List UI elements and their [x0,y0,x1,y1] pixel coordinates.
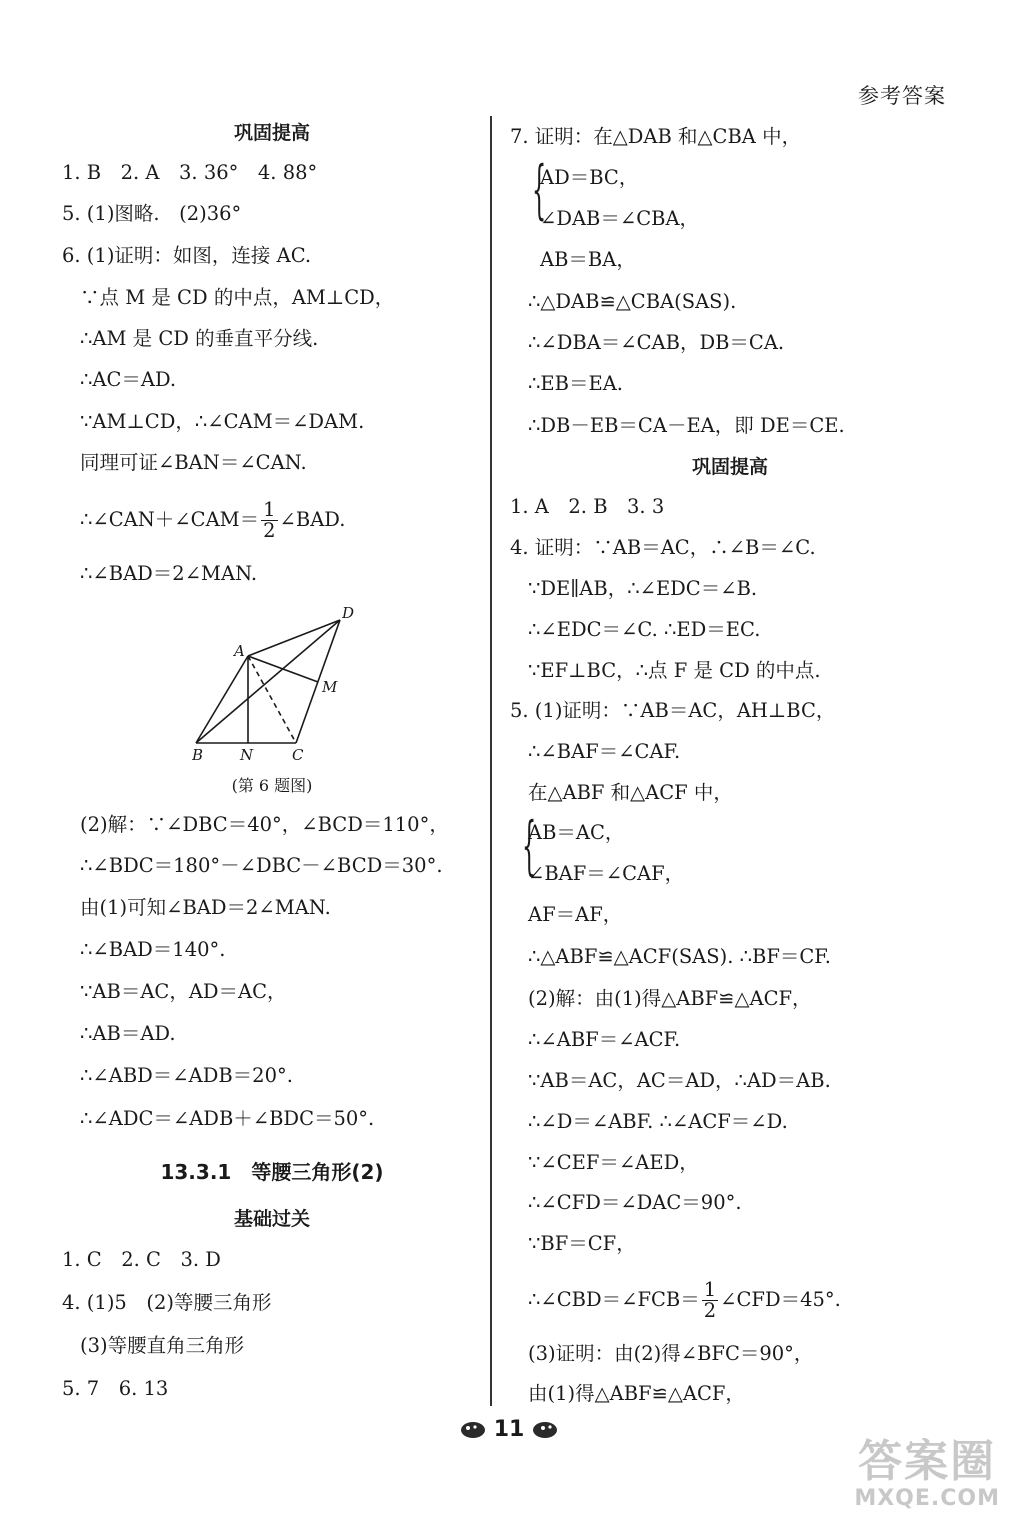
column-divider [490,116,492,1406]
system-line: AF＝AF， [528,903,623,926]
fraction-line-after: ∠CFD＝45°. [720,1288,841,1311]
answer-line: ∴AB＝AD. [80,1022,176,1045]
heading-basic: 基础过关 [233,1208,310,1230]
answer-line: 同理可证∠BAN＝∠CAN. [80,451,307,474]
answer-line: ∴∠CFD＝∠DAC＝90°. [528,1191,742,1214]
page-header-title: 参考答案 [858,84,946,108]
fraction-line-before: ∴∠CAN＋∠CAM＝ [80,508,260,531]
answer-line: 1. C 2. C 3. D [62,1248,221,1271]
leaf-ornament-icon [460,1421,486,1439]
segment-ab [196,656,248,743]
answer-line: ∴∠BDC＝180°－∠DBC－∠BCD＝30°. [80,854,443,877]
system-line: ∠BAF＝∠CAF， [528,862,685,885]
answer-line: 5. (1)图略. (2)36° [62,202,242,225]
segment-ac-dashed [248,656,296,743]
watermark-text: 答案圈 [858,1436,997,1487]
answer-line: ∵DE∥AB，∴∠EDC＝∠B. [528,577,758,600]
answer-line: ∴∠ADC＝∠ADB＋∠BDC＝50°. [80,1107,375,1130]
answer-line: ∴∠ABF＝∠ACF. [528,1028,681,1051]
answer-line: ∵BF＝CF， [528,1232,636,1255]
system-line: AB＝BA， [540,248,636,271]
answer-line: 1. A 2. B 3. 3 [510,495,665,518]
answer-line: (3)等腰直角三角形 [80,1334,245,1357]
answer-line: ∴△DAB≌△CBA(SAS). [528,290,737,313]
answer-line: ∴∠BAD＝140°. [80,938,226,961]
answer-line: ∵EF⊥BC，∴点 F 是 CD 的中点. [528,659,821,682]
answer-line: 由(1)得△ABF≌△ACF， [528,1382,745,1405]
point-label-d: D [342,604,355,622]
answer-line: ∵∠CEF＝∠AED， [528,1151,699,1174]
watermark [854,1436,1000,1511]
fraction-line-after: ∠BAD. [279,508,346,531]
point-label-b: B [192,746,204,760]
fraction-numerator: 1 [703,1278,717,1301]
answer-line: ∵AB＝AC，AD＝AC， [80,980,287,1003]
answer-line: ∴DB－EB＝CA－EA，即 DE＝CE. [528,414,845,437]
fraction-line-before: ∴∠CBD＝∠FCB＝ [528,1288,700,1311]
answer-line: 1. B 2. A 3. 36° 4. 88° [62,161,318,184]
answer-line: ∴AC＝AD. [80,368,177,391]
watermark-url: MXQE.COM [854,1486,1000,1511]
answer-line: (2)解：由(1)得△ABF≌△ACF， [528,987,812,1010]
segment-ad [248,620,340,656]
answer-line: ∴∠BAD＝2∠MAN. [80,562,258,585]
fraction-numerator: 1 [263,498,276,521]
answer-line: ∴△ABF≌△ACF(SAS). ∴BF＝CF. [528,945,832,968]
section-title: 13.3.1 等腰三角形(2) [160,1160,384,1184]
fraction-denominator: 2 [263,519,276,542]
heading-consolidate: 巩固提高 [691,456,768,478]
fraction-line [80,500,345,541]
point-label-c: C [292,746,304,760]
answer-line: ∴∠ABD＝∠ADB＝20°. [80,1064,293,1087]
page-number-text: 11 [493,1417,525,1442]
system-brace: { [522,809,537,883]
answer-line: ∴∠DBA＝∠CAB，DB＝CA. [528,331,785,354]
figure-caption: (第 6 题图) [231,776,313,795]
answer-line: ∴EB＝EA. [528,372,623,395]
answer-line: (3)证明：由(2)得∠BFC＝90°， [528,1342,814,1365]
fraction [261,500,277,541]
system-line: ∠DAB＝∠CBA， [540,207,700,230]
answer-line: ∵AB＝AC，AC＝AD，∴AD＝AB. [528,1069,831,1092]
answer-line: ∵点 M 是 CD 的中点，AM⊥CD， [80,286,395,309]
answer-line: 4. 证明：∵AB＝AC，∴∠B＝∠C. [510,536,816,559]
fraction [702,1280,718,1321]
answer-line: 5. 7 6. 13 [62,1377,169,1400]
answer-line: 由(1)可知∠BAD＝2∠MAN. [80,896,331,919]
fraction-line [528,1280,841,1321]
answer-line: 在△ABF 和△ACF 中， [528,781,733,804]
answer-line: (2)解：∵∠DBC＝40°，∠BCD＝110°， [80,813,449,836]
geometry-figure [192,600,432,760]
system-line: AB＝AC， [528,821,625,844]
answer-line: ∴∠D＝∠ABF. ∴∠ACF＝∠D. [528,1110,788,1133]
system-line: AD＝BC， [540,166,639,189]
answer-line: 6. (1)证明：如图，连接 AC. [62,244,312,267]
answer-line: 4. (1)5 (2)等腰三角形 [62,1291,272,1314]
point-label-m: M [322,678,338,696]
answer-line: ∵AM⊥CD，∴∠CAM＝∠DAM. [80,410,365,433]
leaf-ornament-icon [532,1421,558,1439]
answer-line: ∴AM 是 CD 的垂直平分线. [80,327,319,350]
answer-line: 5. (1)证明：∵AB＝AC，AH⊥BC， [510,699,836,722]
point-label-n: N [240,746,254,760]
answer-line: ∴∠BAF＝∠CAF. [528,740,681,763]
point-label-a: A [234,642,245,660]
fraction-denominator: 2 [703,1299,717,1322]
segment-am [248,656,318,682]
answer-line: 7. 证明：在△DAB 和△CBA 中， [510,125,802,148]
system-brace: { [532,153,547,227]
heading-consolidate: 巩固提高 [233,122,310,144]
answer-line: ∴∠EDC＝∠C. ∴ED＝EC. [528,618,761,641]
